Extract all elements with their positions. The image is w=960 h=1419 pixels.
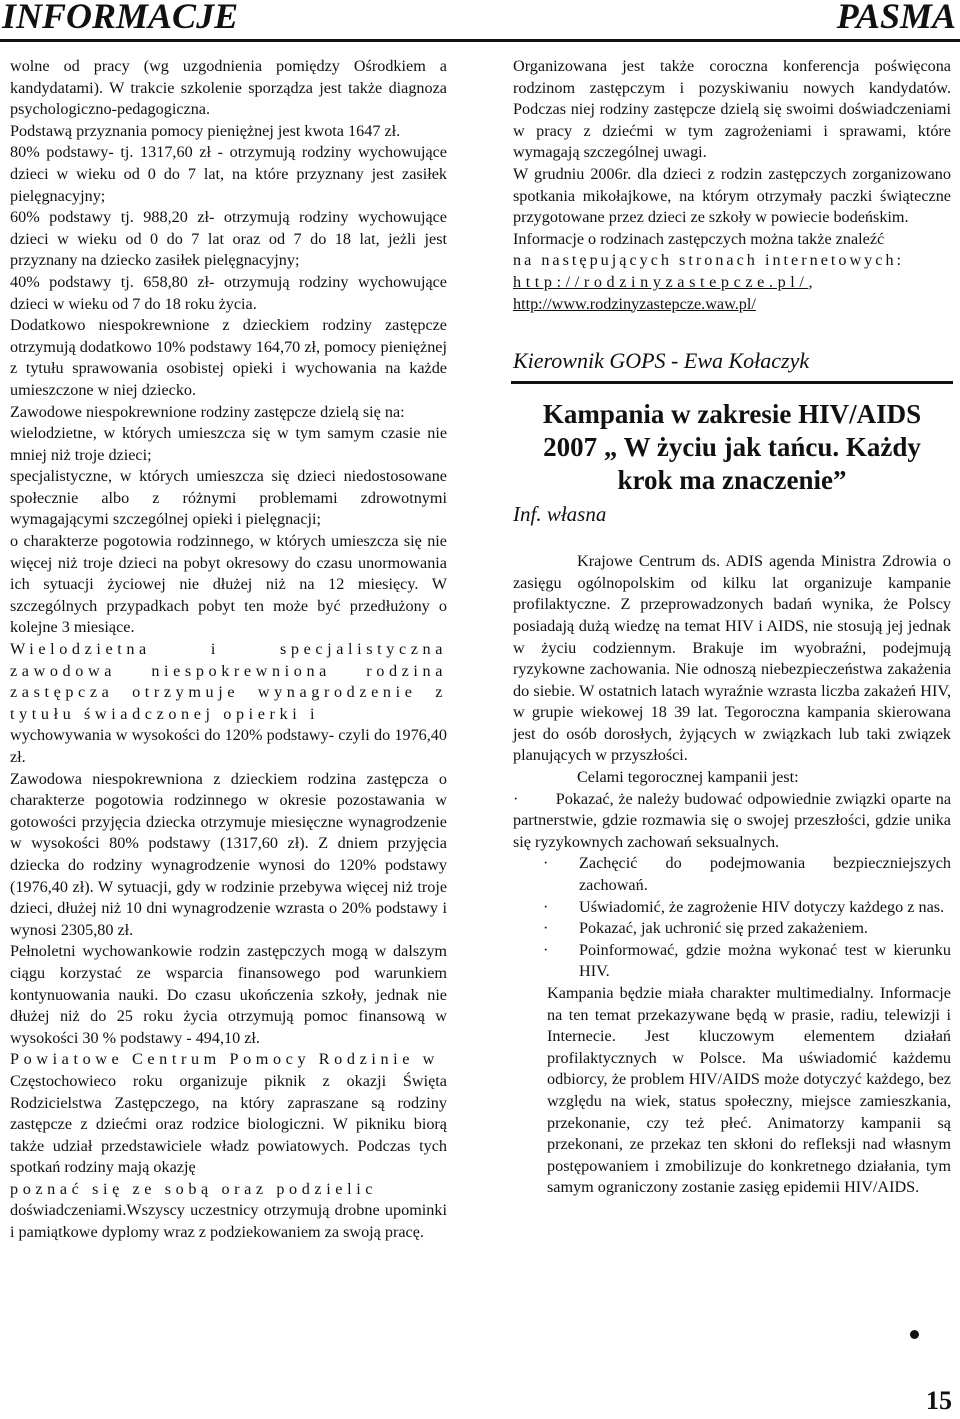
link-rodzinyzastepcze-waw[interactable]: http://www.rodzinyzastepcze.waw.pl/ (513, 294, 756, 313)
paragraph: W grudniu 2006r. dla dzieci z rodzin zastępczych zorganizowano spotkania mikołajkowe, na którym otrzymały paczki świąteczne przygotowane przez dzieci ze szkoły w powiecie bodeńskim. (513, 164, 951, 227)
author-signature: Kierownik GOPS - Ewa Kołaczyk (513, 348, 810, 374)
bullet-dot: · (543, 854, 549, 873)
paragraph: 60% podstawy tj. 988,20 zł- otrzymują rodziny wychowujące dzieci w wieku od 0 do 7 lat oraz od 7 do 18 lat, jeżli jest przyznany na dziecko zasiłek pielęgnacyjny; (10, 208, 447, 270)
paragraph: Zawodowe niespokrewnione rodziny zastępcze dzielą się na: (10, 402, 405, 421)
right-column (513, 56, 951, 1199)
paragraph: 80% podstawy- tj. 1317,60 zł - otrzymują rodziny wychowujące dzieci w wieku od 0 do 7 lat, na które przyznany jest zasiłek pielęgnacyjny; (10, 143, 447, 205)
bullet-dot: · (513, 789, 519, 808)
bullet-list (513, 853, 951, 983)
paragraph: Pełnoletni wychowankowie rodzin zastępczych mogą w dalszym ciągu korzystać ze wsparcia finansowego pod warunkiem kontynuowania nauki. Do czasu ukończenia szkoły, jednak nie dłużej niż do 25 roku życia otrzymują pomoc finansową w wysokości 30 % podstawy - 494,10 zł. (10, 942, 447, 1047)
bullet-dot: · (543, 919, 549, 938)
paragraph-spaced: na następujących stronach internetowych: (513, 251, 905, 270)
article-source: Inf. własna (513, 502, 607, 527)
links-line (513, 272, 951, 294)
paragraph: Kampania będzie miała charakter multimedialny. Informacje na ten temat przekazywane będą w prasie, radiu, telewizji i Internecie. Jest kluczowym elementem działań profilaktycznych w Polsce. Ma uświadomić każdemu odbiorcy, że problem HIV/AIDS może dotyczyć każdego, bez względu na wiek, status społeczny, miejsce zamieszkania, przekonanie, czy też płeć. Animatorzy kampanii są przekonani, ze przekaz ten skłoni do refleksji nad własnym postępowaniem i zmobilizuje do konkretnego działania, tym samym ograniczony zostanie zasięg epidemii HIV/AIDS. (547, 984, 951, 1197)
section-rule (511, 381, 953, 384)
header-rule (0, 39, 960, 42)
list-item (513, 918, 951, 940)
end-of-article-dot (910, 1330, 919, 1339)
paragraph-spaced: Powiatowe Centrum Pomocy Rodzinie w (10, 1050, 439, 1069)
paragraph: Częstochowieco roku organizuje piknik z okazji Święta Rodzicielstwa Zastępczego, na który zapraszane są rodziny zastępcze z dziećmi oraz rodzice biologiczni. W pikniku biorą także udział przedstawiciele władz powiatowych. Podczas tych spotkań rodziny mają okazję (10, 1071, 447, 1177)
paragraph: specjalistyczne, w których umieszcza się dzieci niedostosowane społecznie albo z różnymi problemami zdrowotnymi wymagającymi szczególnej opieki i pielęgnacji; (10, 467, 447, 529)
paragraph: Dodatkowo niespokrewnione z dzieckiem rodziny zastępcze otrzymują dodatkowo 10% podstawy 164,70 zł, pomocy pieniężnej z tytułu sprawowania osobistej opieki i wychowania na każde umieszczone w niej dziecko. (10, 316, 447, 399)
paragraph: wychowywania w wysokości do 120% podstawy- czyli do 1976,40 zł. (10, 726, 447, 766)
links-line (513, 294, 951, 316)
paragraph: doświadczeniami.Wszyscy uczestnicy otrzymują drobne upominki i pamiątkowe dyplomy wraz z podziekowaniem za swoją pracę. (10, 1201, 447, 1242)
publication-title-pasma: PASMA (836, 0, 956, 36)
bullet-text: Pokazać, że należy budować odpowiednie związki oparte na partnerstwie, gdzie rozmawia się o swojej przeszłości, gdzie unika się ryzykownych zachowań seksualnych. (513, 789, 952, 851)
paragraph: o charakterze pogotowia rodzinnego, w których umieszcza się nie więcej niż troje dzieci na pobyt okresowy do czasu unormowania ich sytuacji życiowej nie dłużej niż na 12 miesięcy. W szczególnych przypadkach pobyt ten może być przedłużony o kolejne 3 miesiące. (10, 532, 447, 637)
bullet-dot: · (543, 940, 549, 959)
paragraph: Informacje o rodzinach zastępczych można także znaleźć (513, 229, 885, 248)
bullet-text: Uświadomić, że zagrożenie HIV dotyczy każdego z nas. (579, 897, 945, 916)
bullet-dot: · (543, 897, 549, 916)
section-title-informacje: INFORMACJE (2, 0, 239, 36)
link-separator: , (808, 272, 813, 291)
page-header (0, 0, 960, 40)
paragraph: wielodzietne, w których umieszcza się w tym samym czasie nie mniej niż troje dzieci; (10, 424, 447, 464)
paragraph: wolne od pracy (wg uzgodnienia pomiędzy Ośrodkiem a kandydatami). W trakcie szkolenie sporządza jest także diagnoza psychologiczno-pedagogiczna. (10, 57, 447, 119)
paragraph: Podstawą przyznania pomocy pieniężnej jest kwota 1647 zł. (10, 121, 401, 140)
left-column (10, 56, 447, 1244)
paragraph: Krajowe Centrum ds. ADIS agenda Ministra Zdrowia o zasięgu ogólnopolskim od kilku lat organizuje kampanie profilaktyczne. Z przeprowadzonych badań wynika, że Polscy posiadają dużą wiedzę na temat HIV i AIDS, nie stosują jej jednak w życiu codziennym. Brakuje im wyobraźni, podejmują ryzykowne zachowania. Nie odnoszą niebezpieczeństwa zakażenia do siebie. W ostatnich latach wyraźnie wzrasta liczba zakażeń HIV, w grupie wiekowej 18 39 lat. Tegoroczna kampania skierowana jest do osób dorosłych, żyjących w związkach lub taki związek planujących w przyszłości. (513, 552, 951, 765)
bullet-lead (513, 789, 951, 854)
page-number: 15 (926, 1386, 952, 1415)
article-title: Kampania w zakresie HIV/AIDS 2007 „ W życiu jak tańcu. Każdy krok ma znaczenie” (542, 399, 922, 496)
paragraph: Celami tegorocznej kampanii jest: (577, 768, 799, 787)
list-item (513, 853, 951, 896)
paragraph: Organizowana jest także coroczna konferencja poświęcona rodzinom zastępczym i pozyskiwaniu nowych kandydatów. Podczas niej rodziny zastępcze dzielą się swoimi doświadczeniami w pracy z dziećmi w tym zagrożeniami i sprawami, które wymagają szczególnej uwagi. (513, 57, 951, 162)
list-item (513, 940, 951, 983)
paragraph-spaced: Wielodzietna i specjalistyczna zawodowa niespokrewniona rodzina zastępcza otrzymuje wynagrodzenie z tytułu świadczonej opierki i (10, 640, 447, 723)
link-rodzinyzastepcze[interactable]: http://rodzinyzastepcze.pl/ (513, 272, 809, 291)
bullet-text: Pokazać, jak uchronić się przed zakażeniem. (579, 919, 868, 938)
bullet-text: Poinformować, gdzie można wykonać test w kierunku HIV. (579, 940, 951, 981)
paragraph: 40% podstawy tj. 658,80 zł- otrzymują rodziny wychowujące dzieci w wieku od 7 do 18 roku życia. (10, 272, 447, 313)
paragraph: Zawodowa niespokrewniona z dzieckiem rodzina zastępcza o charakterze pogotowia rodzinnego w okresie pozostawania w gotowości przyjęcia dziecka otrzymuje miesięczne wynagrodzenie w wysokości 80% podstawy (1317,60 zł). Z dniem przyjęcia dziecka do rodziny wynagrodzenie wynosi do 120% podstawy (1976,40 zł). W sytuacji, gdy w rodzinie przebywa więcej niż troje dzieci, dłużej niż 10 dni wynagrodzenie wzrasta o 20% podstawy i wynosi 2305,80 zł. (10, 769, 447, 939)
list-item (513, 897, 951, 919)
paragraph-spaced: poznać się ze sobą oraz podzielic (10, 1179, 378, 1198)
bullet-text: Zachęcić do podejmowania bezpieczniejszych zachowań. (579, 854, 951, 895)
